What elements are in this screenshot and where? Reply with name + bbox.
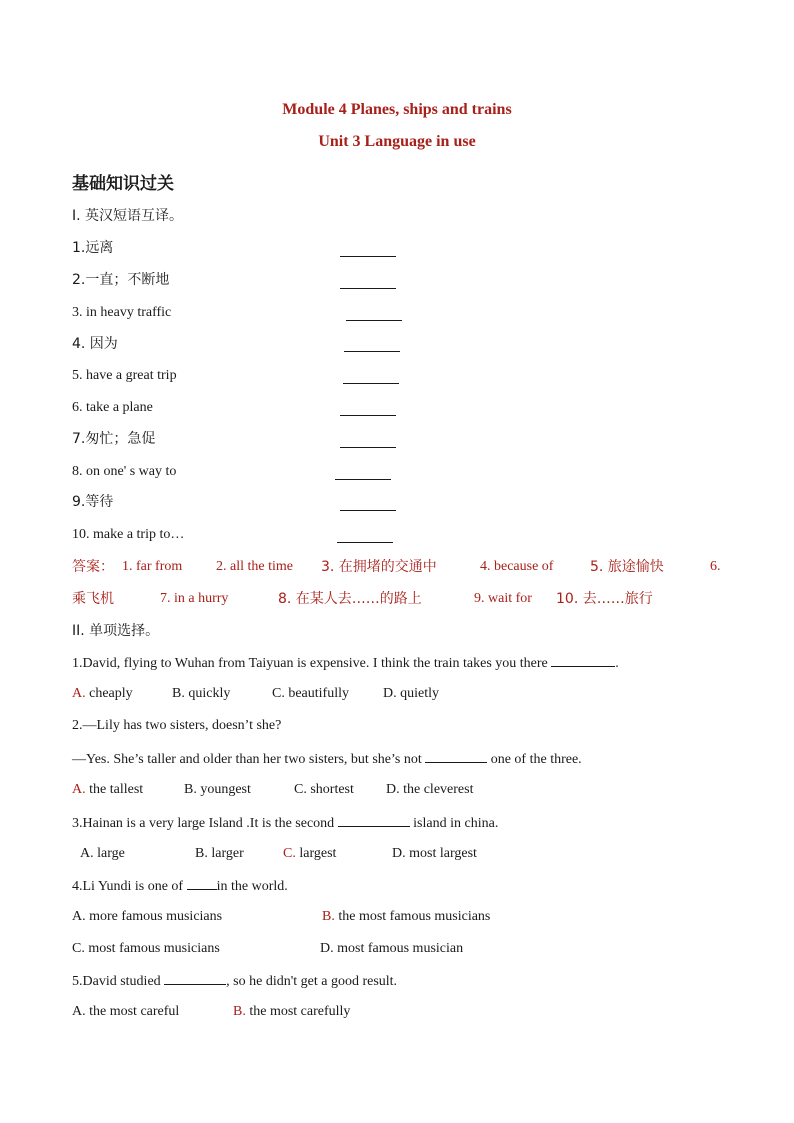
answer-6-number: 6. <box>710 559 721 574</box>
question-5-option-b[interactable] <box>233 1002 350 1022</box>
question-3-options <box>80 844 477 864</box>
question-5-stem <box>72 970 397 992</box>
question-1-option-b[interactable]: B. quickly <box>172 686 231 701</box>
answer-4: 4. because of <box>480 559 554 574</box>
question-3-option-c[interactable] <box>283 844 336 864</box>
question-2-option-b[interactable]: B. youngest <box>184 782 251 797</box>
answer-blank-4[interactable] <box>344 351 400 352</box>
question-4-text: 4.Li Yundi is one of <box>72 879 184 894</box>
answer-blank-2[interactable] <box>340 288 396 289</box>
answer-1: 1. far from <box>122 559 183 574</box>
answer-blank-1[interactable] <box>340 256 396 257</box>
answer-10: 10. 去……旅行 <box>556 591 653 607</box>
question-4-options-row-1 <box>72 907 491 927</box>
part1-item-6: 6. take a plane <box>72 400 153 415</box>
answer-blank-9[interactable] <box>340 510 396 511</box>
unit-title: Unit 3 Language in use <box>318 133 476 150</box>
question-2-text: —Yes. She’s taller and older than her two sisters, but she’s not <box>72 752 422 767</box>
question-3-text-end: island in china. <box>413 816 499 831</box>
answer-blank-5[interactable] <box>343 383 399 384</box>
question-3-blank[interactable] <box>338 812 410 827</box>
question-4-blank[interactable] <box>187 875 217 890</box>
question-4-option-a[interactable]: A. more famous musicians <box>72 909 223 924</box>
part1-item-2: 2.一直；不断地 <box>72 272 170 288</box>
answer-label: 答案： <box>72 559 114 575</box>
question-2-stem: 2.—Lily has two sisters, doesn’t she? <box>72 718 282 733</box>
question-1-blank[interactable] <box>551 652 615 667</box>
question-1-answer-letter: A. <box>72 686 86 701</box>
question-2-option-a[interactable]: the tallest <box>89 782 144 797</box>
question-1-option-a[interactable]: cheaply <box>89 686 133 701</box>
part1-item-1: 1.远离 <box>72 240 114 256</box>
answer-6-text: 乘飞机 <box>72 591 114 607</box>
part1-item-5: 5. have a great trip <box>72 368 177 383</box>
answer-blank-6[interactable] <box>340 415 396 416</box>
answer-blank-8[interactable] <box>335 479 391 480</box>
question-2-answer-letter: A. <box>72 782 86 797</box>
question-4-answer-letter: B. <box>322 909 335 924</box>
part1-item-9: 9.等待 <box>72 494 114 510</box>
question-1-options <box>72 684 439 704</box>
question-3-stem <box>72 812 498 834</box>
answer-blank-7[interactable] <box>340 447 396 448</box>
question-4-option-b[interactable] <box>322 907 490 927</box>
part1-item-8: 8. on one' s way to <box>72 464 177 479</box>
question-5-answer-letter: B. <box>233 1004 246 1019</box>
question-4-option-d[interactable]: D. most famous musician <box>320 941 464 956</box>
module-title: Module 4 Planes, ships and trains <box>282 101 512 118</box>
answer-blank-10[interactable] <box>337 542 393 543</box>
answer-2: 2. all the time <box>216 559 293 574</box>
answer-blank-3[interactable] <box>346 320 402 321</box>
answers-line-1 <box>72 557 721 578</box>
part1-item-4: 4. 因为 <box>72 336 118 352</box>
question-4-stem <box>72 875 288 897</box>
question-3-option-a[interactable]: A. large <box>80 846 125 861</box>
answers-line-2 <box>72 589 653 610</box>
question-1-option-c[interactable]: C. beautifully <box>272 686 349 701</box>
section-title: 基础知识过关 <box>72 174 174 194</box>
question-1-text: 1.David, flying to Wuhan from Taiyuan is expensive. I think the train takes you there <box>72 656 548 671</box>
question-3-text: 3.Hainan is a very large Island .It is the second <box>72 816 335 831</box>
question-5-blank[interactable] <box>164 970 226 985</box>
question-5-option-b-text: the most carefully <box>249 1004 351 1019</box>
part2-heading: II. 单项选择。 <box>72 623 160 639</box>
answer-8: 8. 在某人去……的路上 <box>278 591 422 607</box>
part1-item-10: 10. make a trip to… <box>72 527 185 542</box>
question-1-option-d[interactable]: D. quietly <box>383 686 439 701</box>
question-1-period: . <box>615 656 619 671</box>
part1-item-3: 3. in heavy traffic <box>72 305 172 320</box>
question-4-option-b-text: the most famous musicians <box>338 909 491 924</box>
question-2-text-end: one of the three. <box>490 752 582 767</box>
question-5-text: 5.David studied <box>72 974 161 989</box>
question-3-option-b[interactable]: B. larger <box>195 846 244 861</box>
question-5-option-a[interactable]: A. the most careful <box>72 1004 180 1019</box>
question-5-options <box>72 1002 351 1022</box>
question-3-option-d[interactable]: D. most largest <box>392 846 477 861</box>
question-2-stem-2 <box>72 748 582 770</box>
part1-item-7: 7.匆忙；急促 <box>72 431 156 447</box>
question-2-option-c[interactable]: C. shortest <box>294 782 354 797</box>
question-1-stem <box>72 652 619 674</box>
answer-9: 9. wait for <box>474 591 532 606</box>
question-2-options <box>72 780 474 800</box>
answer-7: 7. in a hurry <box>160 591 229 606</box>
question-5-text-end: , so he didn't get a good result. <box>226 974 398 989</box>
question-4-options-row-2 <box>72 939 464 959</box>
question-4-option-c[interactable]: C. most famous musicians <box>72 941 220 956</box>
question-2-option-d[interactable]: D. the cleverest <box>386 782 474 797</box>
answer-5: 5. 旅途愉快 <box>590 559 664 575</box>
question-3-answer-letter: C. <box>283 846 296 861</box>
part1-heading: I. 英汉短语互译。 <box>72 208 184 224</box>
question-2-blank[interactable] <box>425 748 487 763</box>
question-3-option-c-text: largest <box>299 846 337 861</box>
question-4-text-end: in the world. <box>216 879 288 894</box>
answer-3: 3. 在拥堵的交通中 <box>321 559 437 575</box>
